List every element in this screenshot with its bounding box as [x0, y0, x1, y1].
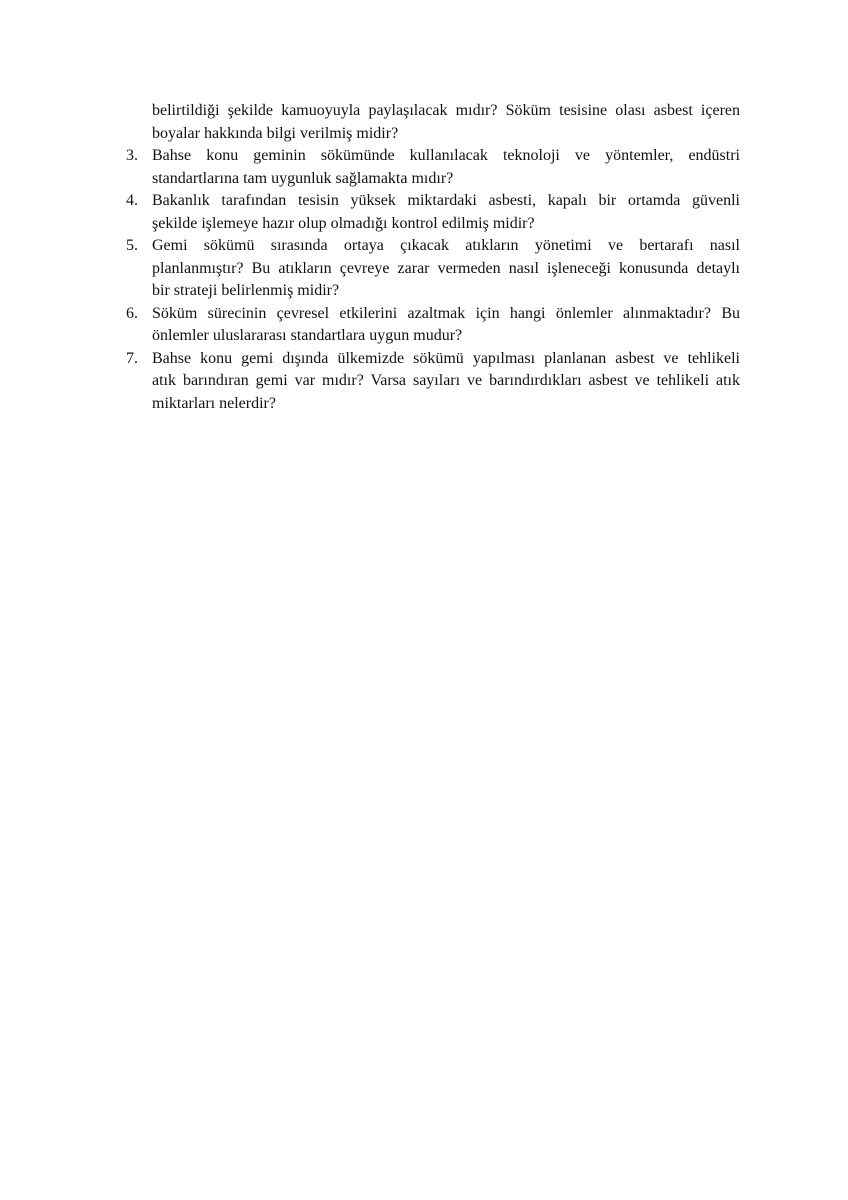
list-number: 6. — [126, 304, 138, 322]
list-number: 3. — [126, 147, 138, 164]
list-item-text — [152, 348, 740, 416]
list-number: 7. — [126, 349, 138, 367]
text-line: boyalar hakkında bilgi verilmiş midir? — [152, 124, 399, 142]
list-item-text — [152, 100, 740, 145]
text-line: Bahse konu gemi dışında ülkemizde sökümü yapılması planlanan asbest ve tehlikeli — [152, 349, 740, 367]
text-line: önlemler uluslararası standartlara uygun mudur? — [152, 327, 463, 344]
text-line: standartlarına tam uygunluk sağlamakta mıdır? — [152, 169, 454, 187]
list-item-5 — [126, 235, 740, 303]
question-list — [126, 100, 740, 415]
text-line: atık barındıran gemi var mıdır? Varsa sayıları ve barındırdıkları asbest ve tehlikeli atık — [152, 372, 740, 389]
list-item-text — [152, 303, 740, 348]
text-line: Bahse konu geminin sökümünde kullanılacak teknoloji ve yöntemler, endüstri — [152, 147, 740, 164]
text-line: Bakanlık tarafından tesisin yüksek miktardaki asbesti, kapalı bir ortamda güvenli — [152, 192, 740, 209]
text-line: Gemi sökümü sırasında ortaya çıkacak atıkların yönetimi ve bertarafı nasıl — [152, 237, 740, 254]
list-number: 5. — [126, 237, 138, 254]
text-line: miktarları nelerdir? — [152, 394, 276, 412]
text-line: Söküm sürecinin çevresel etkilerini azaltmak için hangi önlemler alınmaktadır? Bu — [152, 304, 740, 322]
list-item-4 — [126, 190, 740, 235]
list-item-text — [152, 190, 740, 235]
text-line: belirtildiği şekilde kamuoyuyla paylaşılacak mıdır? Söküm tesisine olası asbest içeren — [152, 102, 740, 119]
text-line: şekilde işlemeye hazır olup olmadığı kontrol edilmiş midir? — [152, 214, 535, 232]
list-item-7 — [126, 348, 740, 416]
list-item-text — [152, 235, 740, 303]
list-item-6 — [126, 303, 740, 348]
text-line: bir strateji belirlenmiş midir? — [152, 282, 340, 299]
list-item-continuation — [126, 100, 740, 145]
list-number: 4. — [126, 192, 138, 209]
text-line: planlanmıştır? Bu atıkların çevreye zarar vermeden nasıl işleneceği konusunda detaylı — [152, 259, 740, 277]
list-item-3 — [126, 145, 740, 190]
list-item-text — [152, 145, 740, 190]
